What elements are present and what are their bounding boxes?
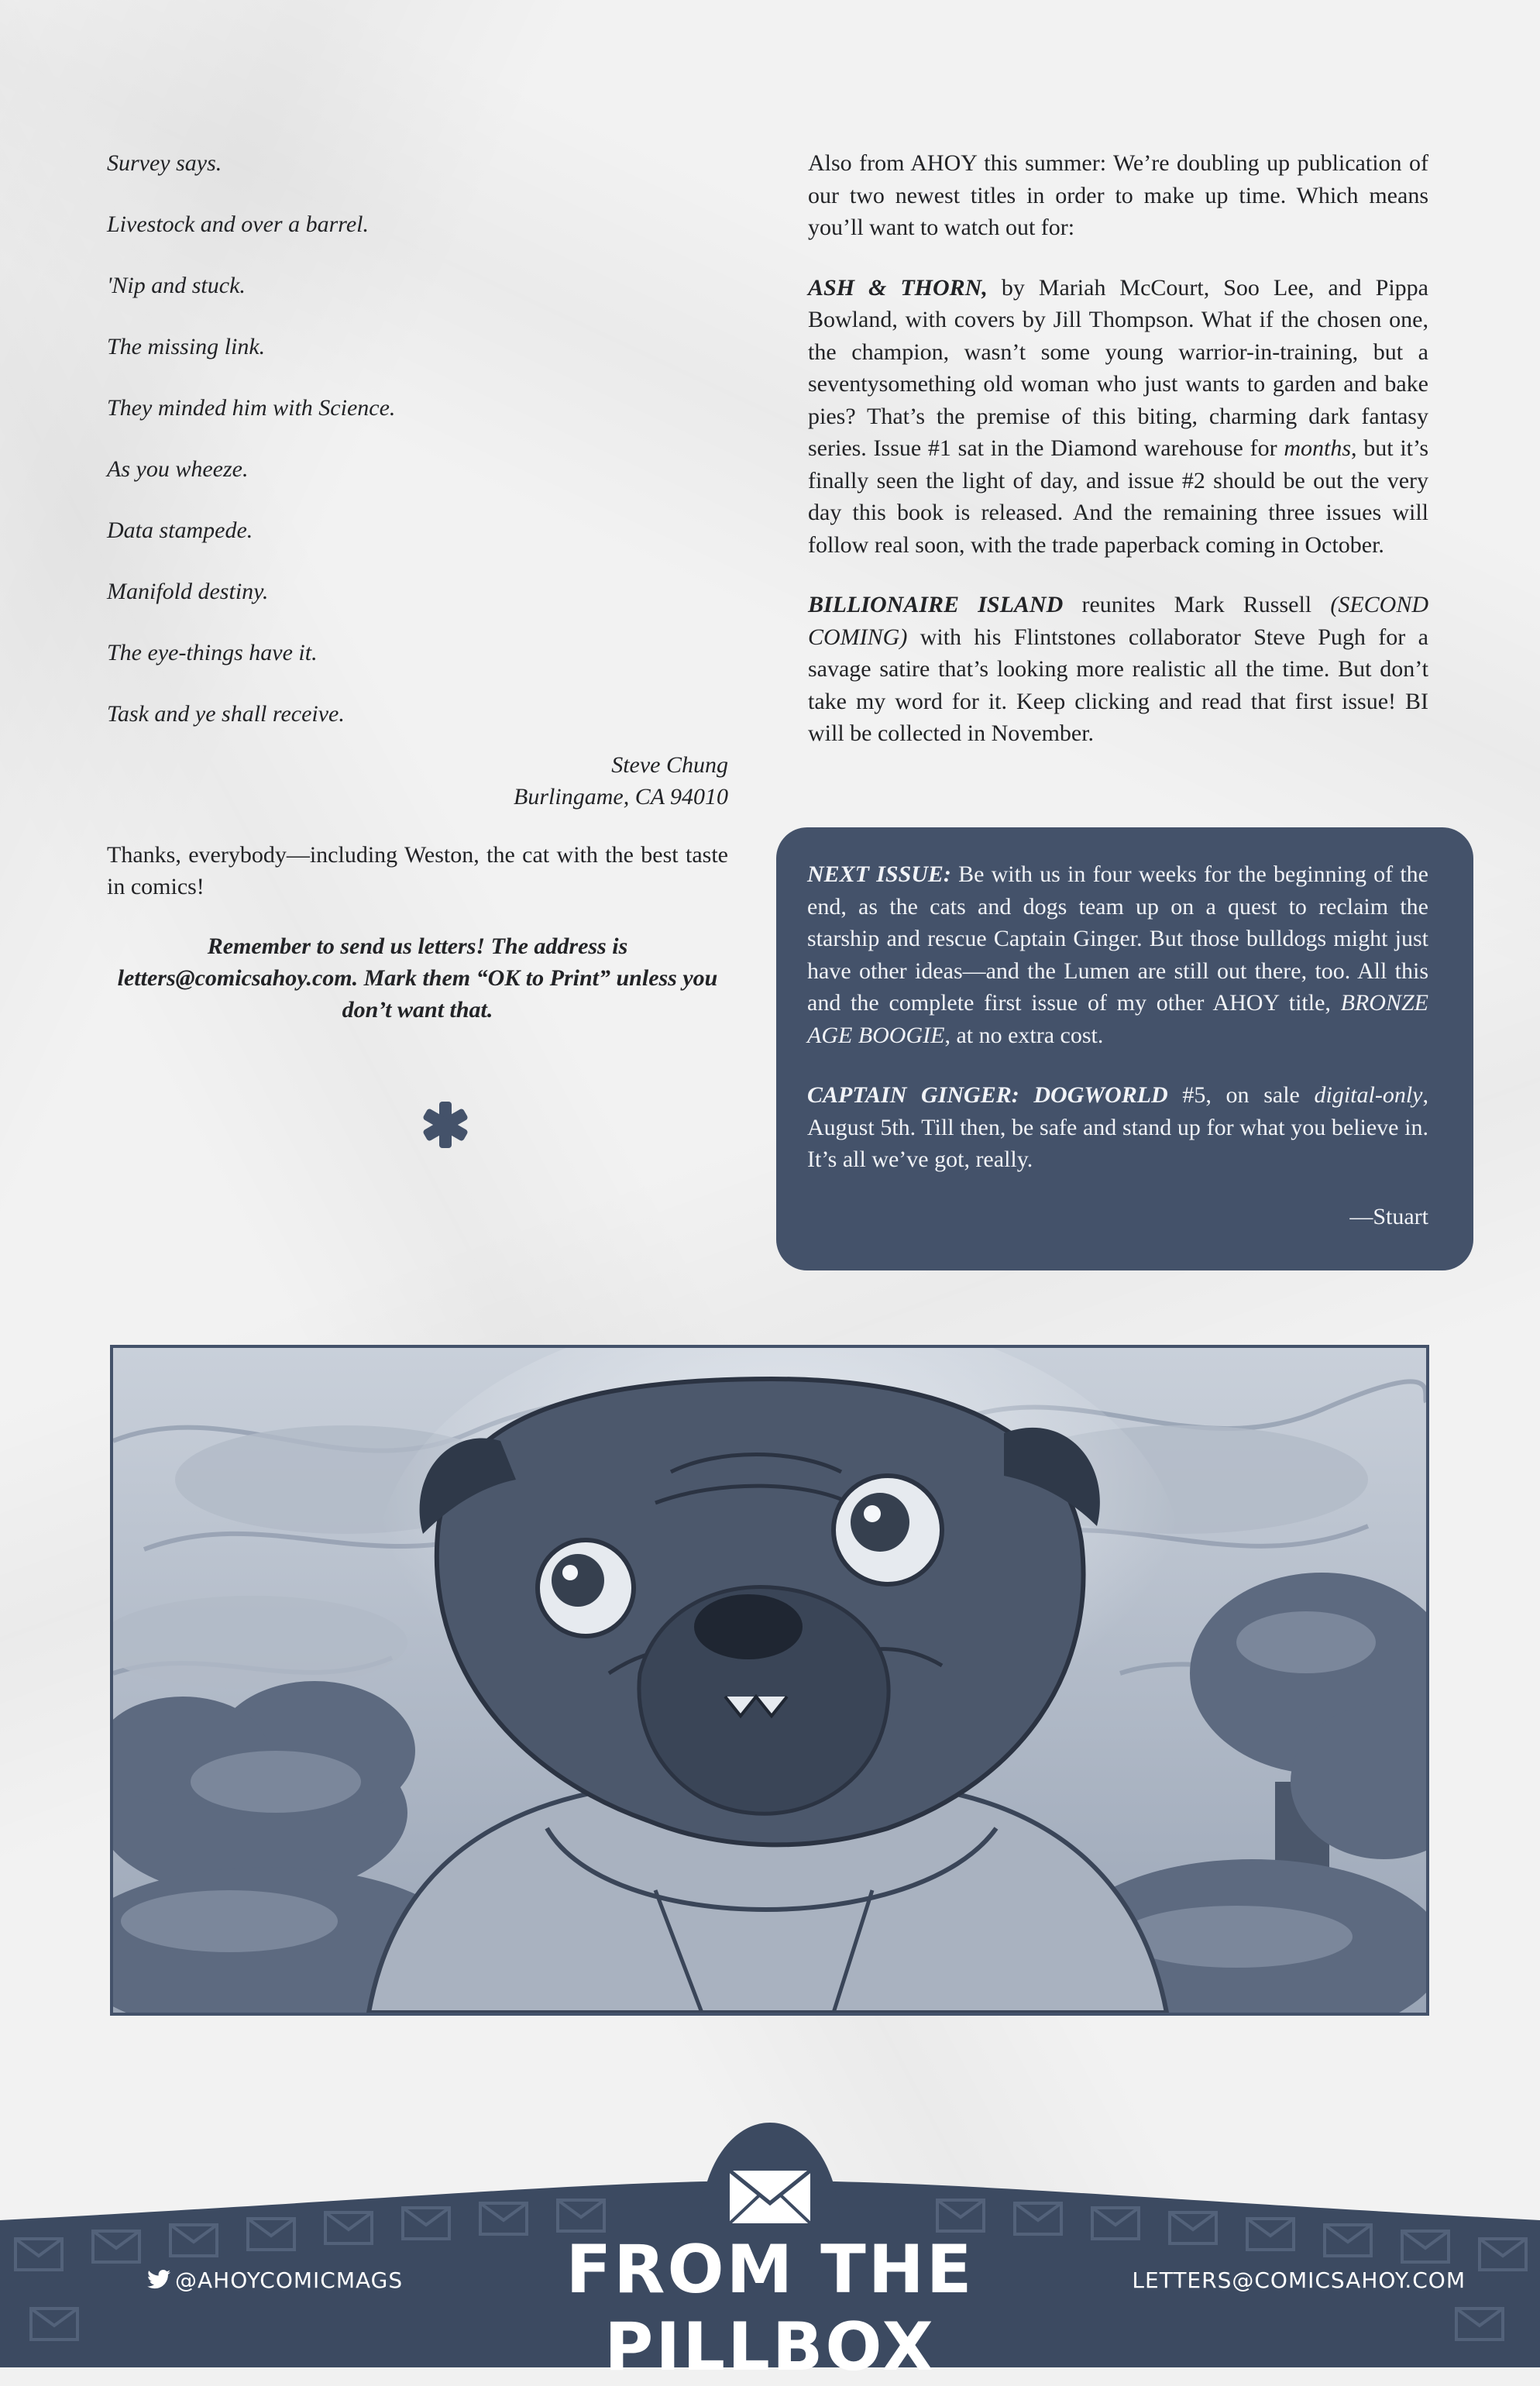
asterisk-icon — [421, 1100, 470, 1150]
poem-line: They minded him with Science. — [107, 395, 396, 421]
bi-text: reunites Mark Russell — [1063, 592, 1331, 617]
editor-signoff: —Stuart — [1349, 1203, 1428, 1229]
on-sale-text: , August 5th. Till then, be safe and stand up for what you believe in. It’s all we’ve got, really. — [807, 1082, 1428, 1172]
letters-reminder: Remember to send us letters! The address is letters@comicsahoy.com. Mark them “OK to Print” unless you don’t want that. — [117, 933, 718, 1023]
envelope-icon — [700, 2123, 840, 2227]
billionaire-island-paragraph — [808, 589, 1428, 750]
pug-illustration — [113, 1348, 1426, 2013]
twitter-handle-text: @AHOYCOMICMAGS — [175, 2267, 404, 2293]
poem-line: The missing link. — [107, 334, 266, 359]
editorial-column — [808, 147, 1428, 778]
ash-text: , but it’s finally seen the light of day, and issue #2 should be out the very day this book is released. And the remaining three issues will follow real soon, with the trade paperback coming in October. — [808, 435, 1429, 558]
ash-and-thorn-paragraph — [808, 272, 1428, 562]
letters-column — [107, 147, 728, 1026]
ash-and-thorn-title: ASH & THORN, — [808, 274, 988, 301]
on-sale-text: #5, on sale — [1167, 1082, 1315, 1108]
twitter-bird-icon — [147, 2270, 170, 2290]
on-sale-paragraph — [807, 1079, 1428, 1176]
poem-line: Task and ye shall receive. — [107, 701, 345, 727]
captain-ginger-title: CAPTAIN GINGER: DOGWORLD — [807, 1082, 1168, 1108]
poem-line: Manifold destiny. — [107, 579, 269, 604]
thanks-paragraph: Thanks, everybody—including Weston, the cat with the best taste in comics! — [107, 842, 728, 899]
next-issue-text: Be with us in four weeks for the beginning of the end, as the cats and dogs team up on a quest to reclaim the starship and rescue Captain Ginger. But those bulldogs might just have other ideas—and the Lumen are still out there, too. All this and the complete first issue of my other AHOY title, — [807, 861, 1428, 1016]
letters-email[interactable]: LETTERS@COMICSAHOY.COM — [1132, 2267, 1466, 2293]
poem-line: Data stampede. — [107, 517, 253, 543]
months-emphasis: months — [1284, 435, 1352, 461]
letter-author: Steve Chung — [611, 752, 728, 778]
column-title: FROM THE PILLBOX — [565, 2231, 975, 2386]
next-issue-label: NEXT ISSUE: — [807, 861, 951, 887]
pug-illustration-panel — [110, 1345, 1429, 2016]
next-issue-text: , at no extra cost. — [944, 1022, 1104, 1048]
letter-location: Burlingame, CA 94010 — [514, 784, 728, 810]
digital-only-emphasis: digital-only — [1314, 1082, 1423, 1108]
next-issue-paragraph — [807, 858, 1428, 1051]
ash-text: by Mariah McCourt, Soo Lee, and Pippa Bowland, with covers by Jill Thompson. What if the chosen one, the champion, wasn’t some young warrior-in-training, but a seventysomething old woman who just wants to garden and bake pies? That’s the premise of this biting, charming dark fantasy series. Issue #1 sat in the Diamond warehouse for — [808, 274, 1428, 461]
poem-line: 'Nip and stuck. — [107, 273, 246, 298]
second-coming-title: (SECOND COMING) — [808, 592, 1428, 650]
poem-line: The eye-things have it. — [107, 640, 318, 665]
intro-paragraph: Also from AHOY this summer: We’re doubling up publication of our two newest titles in order to make up time. Which means you’ll want to watch out for: — [808, 150, 1428, 240]
next-issue-box — [776, 827, 1473, 1270]
twitter-handle[interactable] — [147, 2264, 403, 2295]
billionaire-island-title: BILLIONAIRE ISLAND — [808, 592, 1064, 617]
poem-line: As you wheeze. — [107, 456, 249, 482]
bi-text: with his Flintstones collaborator Steve Pugh for a savage satire that’s looking more realistic all the time. But don’t take my word for it. Keep clicking and read that first issue! BI will be collected in November. — [808, 624, 1428, 746]
poem-line: Livestock and over a barrel. — [107, 211, 369, 237]
poem-line: Survey says. — [107, 150, 222, 176]
bronze-age-boogie-title: BRONZE AGE BOOGIE — [807, 990, 1428, 1048]
